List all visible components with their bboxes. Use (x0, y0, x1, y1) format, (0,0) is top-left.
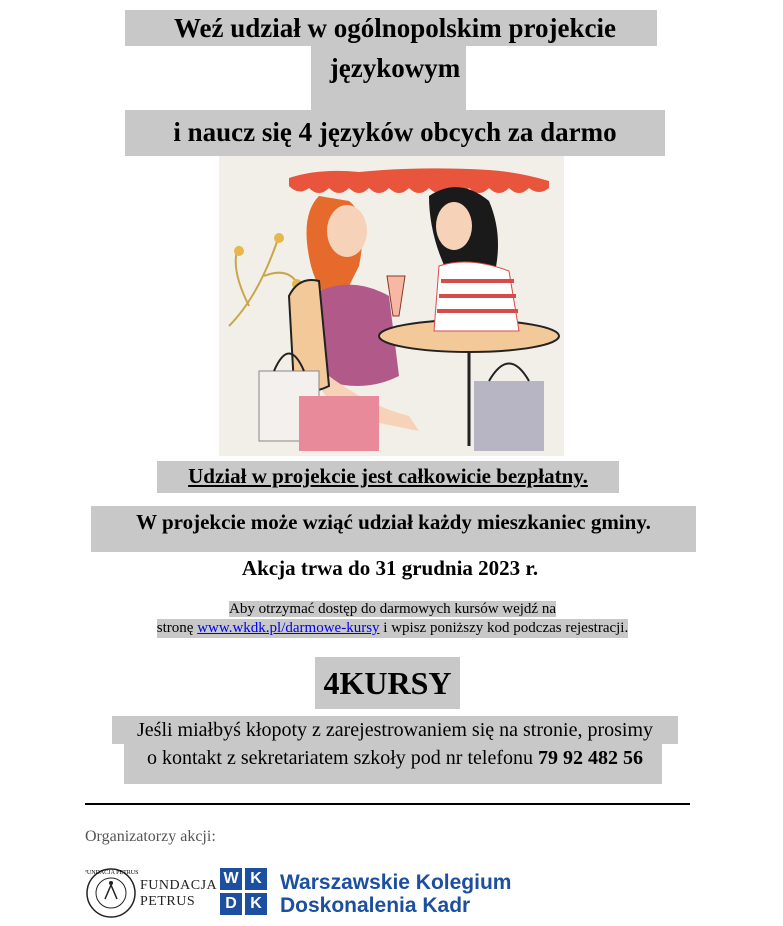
wkdk-letter-d: D (220, 893, 242, 915)
access-line-1: Aby otrzymać dostęp do darmowych kursów wejdź na (229, 601, 556, 617)
access-pre-link: stronę (156, 620, 198, 636)
wkdk-line-1: Warszawskie Kolegium (280, 871, 512, 894)
phone-number: 79 92 482 56 (538, 747, 643, 769)
wkdk-name (280, 871, 511, 917)
illustration-two-women-cafe (219, 156, 564, 456)
promo-code: 4KURSY (315, 657, 460, 709)
contact-info (100, 716, 690, 772)
petrus-seal-text: FUNDACJA PETRUS (85, 870, 139, 876)
wkdk-letter-k1: K (245, 868, 267, 890)
title-block (125, 10, 665, 156)
wkdk-letter-w: W (220, 868, 242, 890)
contact-line-2: o kontakt z sekretariatem szkoły pod nr telefonu (147, 747, 538, 769)
title-line-3: i naucz się 4 języków obcych za darmo (173, 117, 617, 147)
wkdk-line-2: Doskonalenia Kadr (280, 894, 471, 917)
petrus-line-1: FUNDACJA (140, 878, 218, 893)
divider (85, 803, 690, 805)
deadline-info: Akcja trwa do 31 grudnia 2023 r. (210, 553, 570, 589)
title-line-2: językowym (329, 53, 461, 83)
petrus-line-2: PETRUS (140, 894, 196, 909)
everyone-info: W projekcie może wziąć udział każdy mieszkaniec gminy. (91, 506, 696, 552)
free-info: Udział w projekcie jest całkowicie bezpłatny. (157, 461, 619, 493)
petrus-name (140, 878, 217, 910)
organizers-label: Organizatorzy akcji: (85, 828, 216, 845)
title-line-1: Weź udział w ogólnopolskim projekcie (173, 13, 617, 43)
wkdk-letter-k2: K (245, 893, 267, 915)
petrus-seal-icon (85, 865, 141, 921)
registration-link[interactable]: www.wkdk.pl/darmowe-kursy (197, 620, 380, 636)
contact-line-1: Jeśli miałbyś kłopoty z zarejestrowaniem się na stronie, prosimy (137, 719, 653, 741)
access-post-link: i wpisz poniższy kod podczas rejestracji. (379, 620, 629, 636)
access-instructions (100, 600, 685, 638)
